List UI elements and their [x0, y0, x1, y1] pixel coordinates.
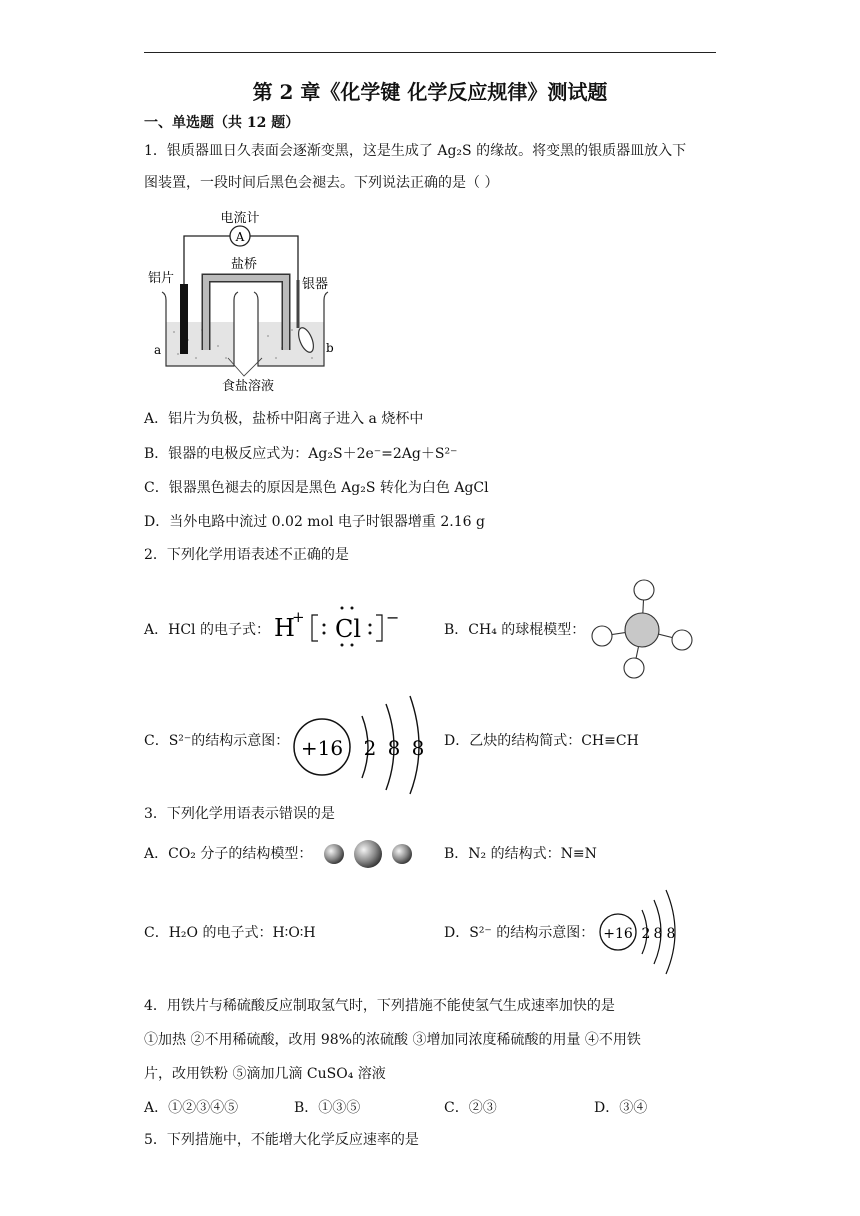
beaker-b-label: b: [326, 341, 334, 355]
q1-stem-line1: 1．银质器皿日久表面会逐渐变黑，这是生成了 Ag₂S 的缘故。将变黑的银质器皿放入下: [144, 143, 687, 159]
ag-label: 银器: [302, 277, 329, 292]
q4-stem: 4．用铁片与稀硫酸反应制取氢气时，下列措施不能使氢气生成速率加快的是: [144, 998, 615, 1014]
s2-large-shell-2: 8: [387, 736, 401, 760]
q3-option-b: B．N₂ 的结构式：N≡N: [444, 846, 597, 862]
s2-small-nucleus: +16: [603, 926, 633, 942]
al-label: 铝片: [148, 271, 175, 286]
q1-option-d: D．当外电路中流过 0.02 mol 电子时银器增重 2.16 g: [144, 514, 485, 530]
hcl-plus: +: [292, 608, 305, 626]
ammeter-symbol: A: [235, 230, 245, 244]
q2-option-c: C．S²⁻的结构示意图：: [144, 733, 290, 749]
q4-option-a: A．①②③④⑤: [144, 1100, 239, 1116]
q1-option-a: A．铝片为负极，盐桥中阳离子进入 a 烧杯中: [144, 411, 424, 427]
q1-stem-line2: 图装置，一段时间后黑色会褪去。下列说法正确的是（ ）: [144, 175, 499, 191]
beaker-a-label: a: [154, 343, 162, 357]
hcl-cl: Cl: [335, 615, 362, 643]
hcl-minus: −: [386, 608, 400, 627]
q3-stem: 3．下列化学用语表示错误的是: [144, 806, 335, 822]
liquid-a: [166, 322, 234, 366]
s2-small-shell-1: 2: [641, 926, 651, 942]
salt-bridge-label: 盐桥: [230, 257, 258, 272]
q1-option-c: C．银器黑色褪去的原因是黑色 Ag₂S 转化为白色 AgCl: [144, 480, 489, 496]
s2-ion-diagram-small: [594, 884, 690, 980]
q2-stem: 2．下列化学用语表述不正确的是: [144, 547, 349, 563]
q4-option-c: C．②③: [444, 1100, 497, 1116]
hcl-h: H: [274, 614, 295, 642]
s2-large-shell-1: 2: [363, 736, 377, 760]
ammeter-label: 电流计: [220, 211, 260, 226]
q2-option-a: A．HCl 的电子式：: [144, 622, 270, 638]
solution-label: 食盐溶液: [221, 379, 275, 394]
q4-line2: ①加热 ②不用稀硫酸，改用 98%的浓硫酸 ③增加同浓度稀硫酸的用量 ④不用铁: [144, 1032, 641, 1048]
q2-option-b: B．CH₄ 的球棍模型：: [444, 622, 586, 638]
al-electrode: [180, 284, 188, 354]
q3-option-c: C．H₂O 的电子式：H∶O∶H: [144, 925, 316, 941]
hcl-electron-formula: [272, 603, 412, 649]
section-heading: 一、单选题（共 12 题）: [144, 115, 300, 131]
q2-option-d: D．乙炔的结构简式：CH≡CH: [444, 733, 639, 749]
liquid-b: [258, 322, 324, 366]
co2-structure-model: [320, 838, 416, 870]
q3-option-d: D．S²⁻ 的结构示意图：: [444, 925, 595, 941]
q5-stem: 5．下列措施中，不能增大化学反应速率的是: [144, 1132, 419, 1148]
s2-small-shell-3: 8: [666, 926, 676, 942]
s2-ion-diagram-large: [290, 692, 438, 796]
q1-option-b: B．银器的电极反应式为：Ag₂S＋2e⁻=2Ag＋S²⁻: [144, 446, 458, 462]
page-title: 第 2 章《化学键 化学反应规律》测试题: [252, 80, 608, 104]
s2-large-shell-3: 8: [411, 736, 425, 760]
galvanic-cell-diagram: [140, 200, 350, 396]
q4-option-d: D．③④: [594, 1100, 648, 1116]
s2-large-nucleus: +16: [300, 736, 344, 760]
q3-option-a: A．CO₂ 分子的结构模型：: [144, 846, 313, 862]
wire-right: [250, 236, 298, 280]
q4-line3: 片，改用铁粉 ⑤滴加几滴 CuSO₄ 溶液: [144, 1066, 386, 1082]
top-rule: [144, 52, 716, 53]
s2-small-shell-2: 8: [653, 926, 663, 942]
q4-option-b: B．①③⑤: [294, 1100, 361, 1116]
ch4-ball-stick-model: [586, 576, 698, 682]
